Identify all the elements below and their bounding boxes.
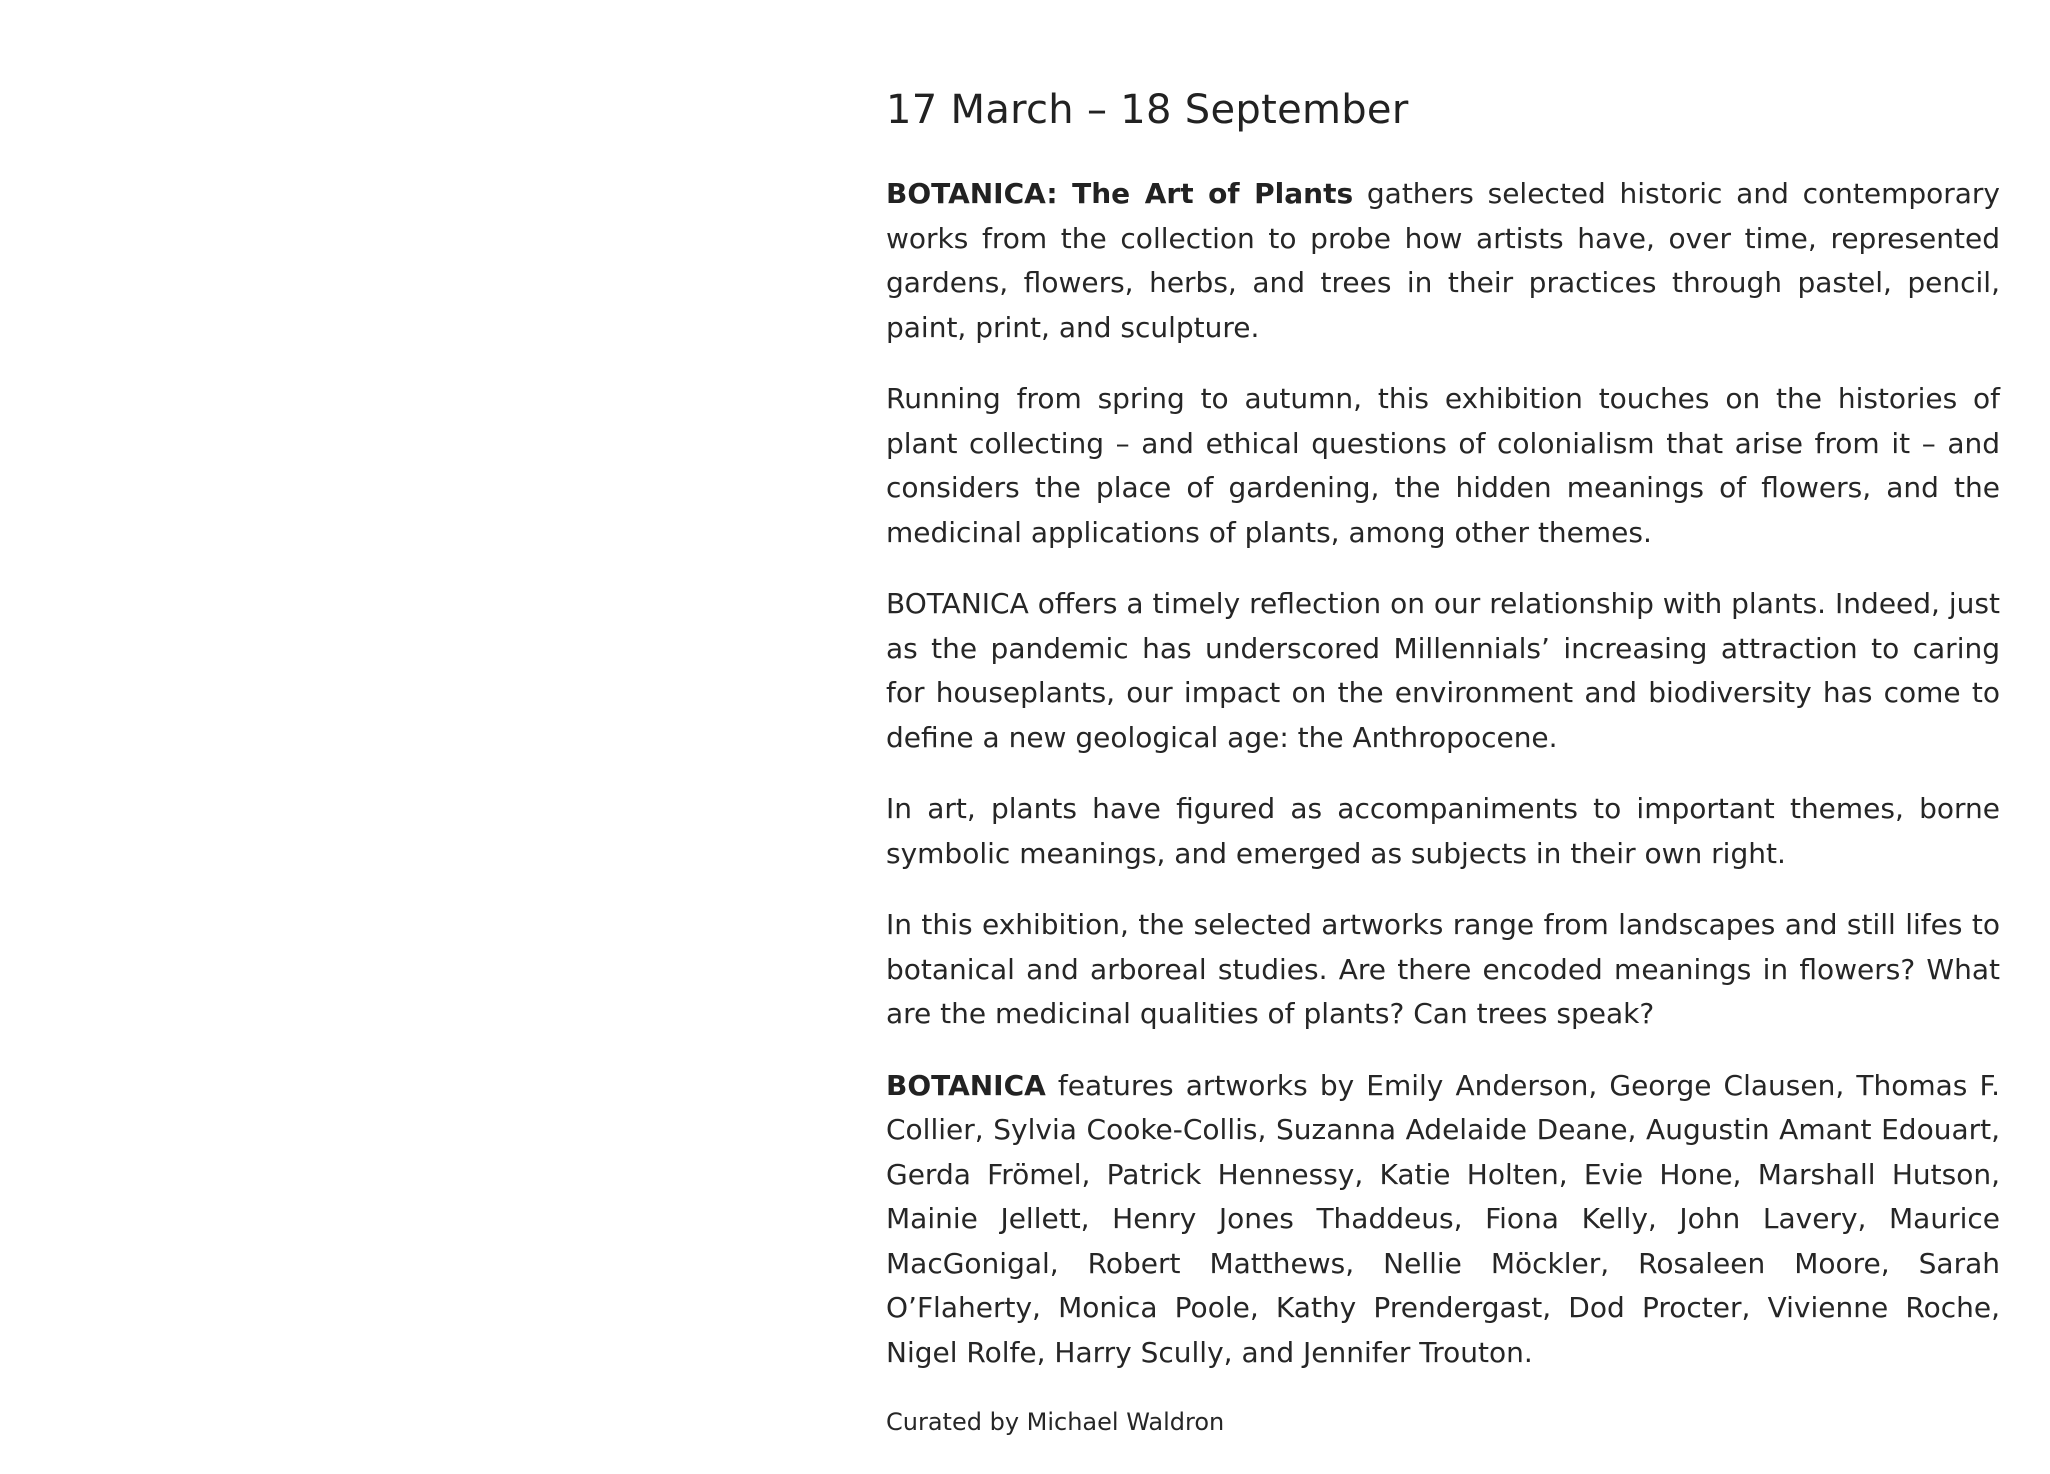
curator-credit: Curated by Michael Waldron [886, 1408, 1225, 1436]
intro-paragraph [886, 172, 2000, 350]
exhibition-name-bold: BOTANICA [886, 1068, 1046, 1102]
exhibition-description [886, 78, 2000, 1442]
paragraph-text: In art, plants have figured as accompaniments to important themes, borne symbolic meanings, and emerged as subjects in their own right. [886, 792, 2000, 870]
themes-paragraph [886, 377, 2000, 555]
art-plants-paragraph [886, 787, 2000, 876]
paragraph-text: In this exhibition, the selected artworks range from landscapes and still lifes to botanical and arboreal studies. Are there encoded meanings in flowers? What are the medicinal qualities of plants? Can trees speak? [886, 908, 2000, 1030]
paragraph-text: BOTANICA offers a timely reflection on our relationship with plants. Indeed, just as the pandemic has underscored Millennials’ increasing attraction to caring for houseplants, our impact on the environment and biodiversity has come to define a new geological age: the Anthropocene. [886, 587, 2000, 754]
artists-list: features artworks by Emily Anderson, George Clausen, Thomas F. Collier, Sylvia Cooke-Collis, Suzanna Adelaide Deane, Augustin Amant Edouart, Gerda Frömel, Patrick Hennessy, Katie Holten, Evie Hone, Marshall Hutson, Mainie Jellett, Henry Jones Thaddeus, Fiona Kelly, John Lavery, Maurice MacGonigal, Robert Matthews, Nellie Möckler, Rosaleen Moore, Sarah O’Flaherty, Monica Poole, Kathy Prendergast, Dod Procter, Vivienne Roche, Nigel Rolfe, Harry Scully, and Jennifer Trouton. [886, 1068, 2000, 1369]
paragraph-text: Running from spring to autumn, this exhibition touches on the histories of plant collecting – and ethical questions of colonialism that arise from it – and considers the place of gardening, the hidden meanings of flowers, and the medicinal applications of plants, among other themes. [886, 382, 2000, 549]
exhibition-title: BOTANICA: The Art of Plants [886, 177, 1354, 210]
reflection-paragraph [886, 582, 2000, 760]
exhibition-dates: 17 March – 18 September [886, 87, 1409, 133]
paragraph-text: gathers selected historic and contemporary works from the collection to probe how artists have, over time, represented gardens, flowers, herbs, and trees in their practices through pastel, pencil, paint, print, and sculpture. [886, 177, 2000, 344]
artworks-range-paragraph [886, 903, 2000, 1037]
artists-paragraph [886, 1064, 2000, 1376]
